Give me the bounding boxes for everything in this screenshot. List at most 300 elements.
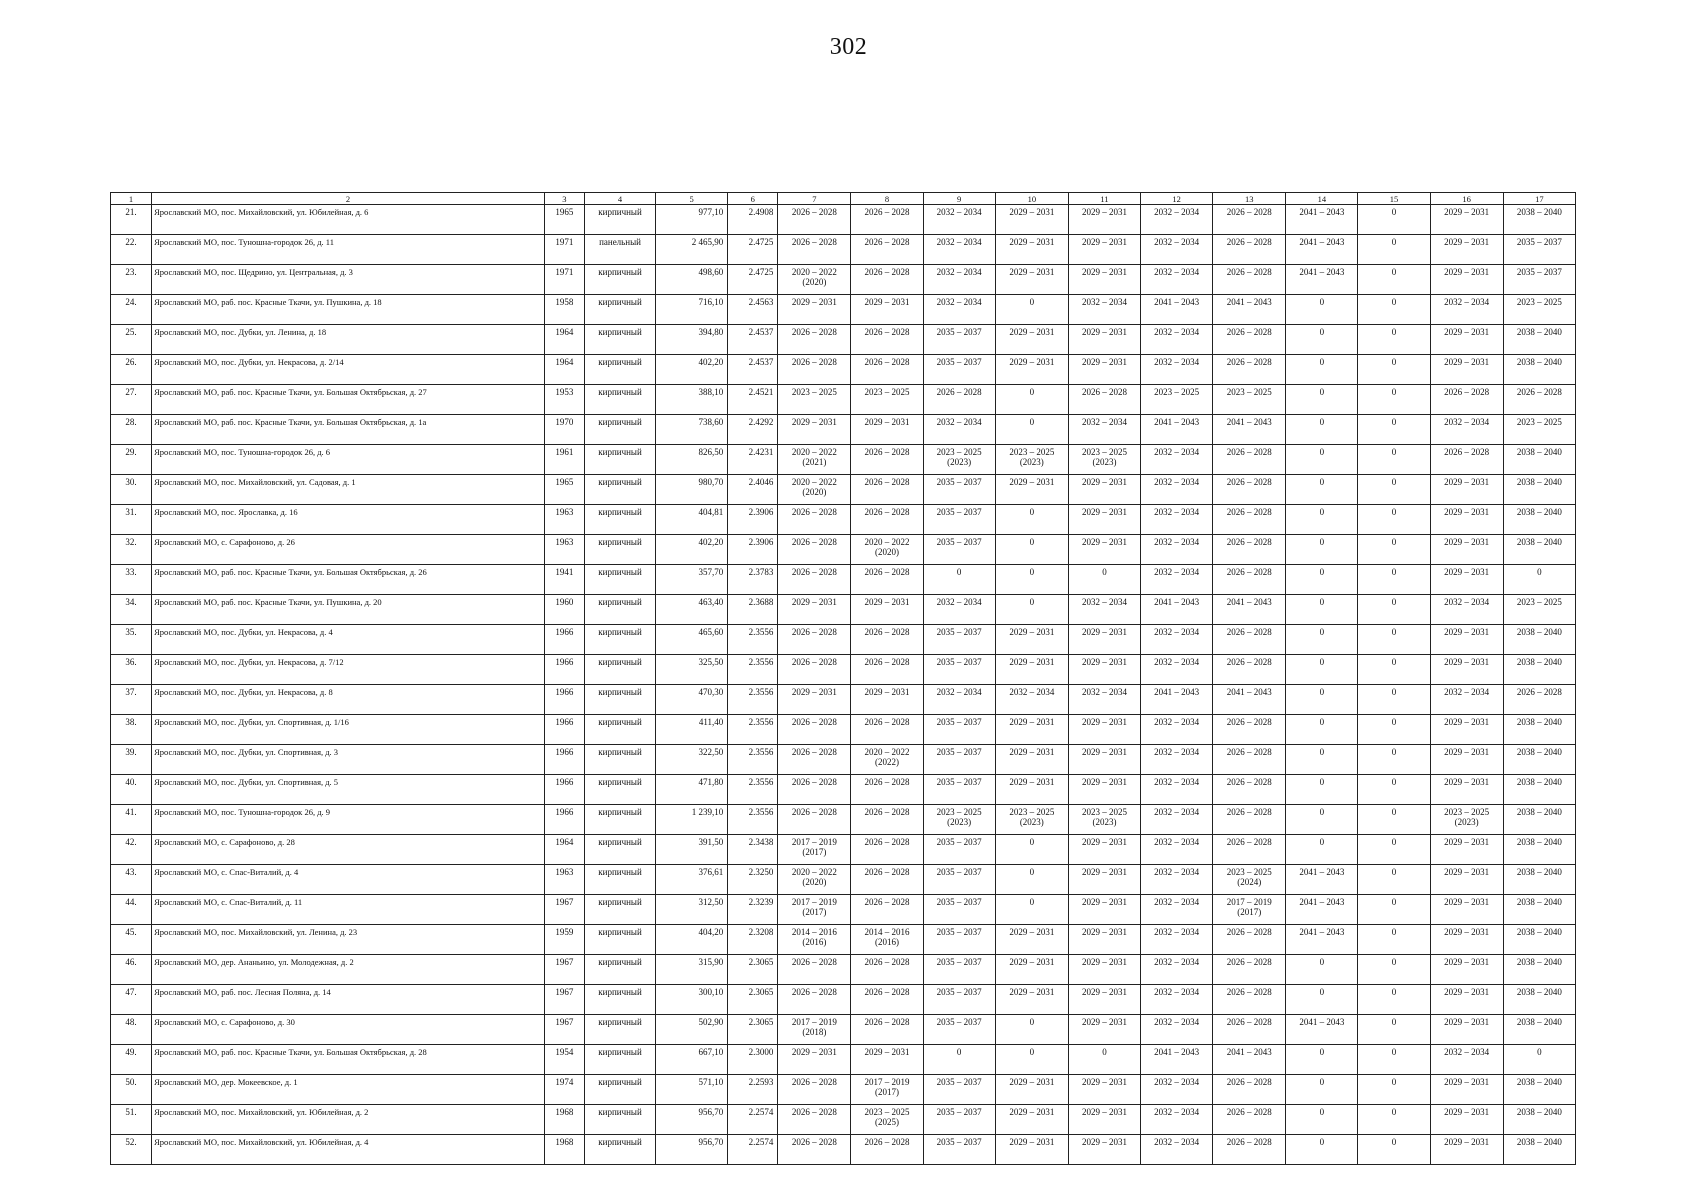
table-cell-col-8: 2020 – 2022 (2020) xyxy=(851,535,923,565)
table-cell-col-14: 2041 – 2043 xyxy=(1286,895,1358,925)
table-cell-col-10: 2029 – 2031 xyxy=(995,1105,1068,1135)
table-cell-col-12: 2032 – 2034 xyxy=(1141,985,1213,1015)
table-cell-col-17: 2023 – 2025 xyxy=(1503,595,1575,625)
table-cell-col-9: 2023 – 2025 (2023) xyxy=(923,805,995,835)
table-cell-col-5: 357,70 xyxy=(656,565,728,595)
table-cell-col-17: 2038 – 2040 xyxy=(1503,535,1575,565)
table-cell-col-13: 2026 – 2028 xyxy=(1213,655,1286,685)
table-cell-col-5: 738,60 xyxy=(656,415,728,445)
table-cell-col-12: 2041 – 2043 xyxy=(1141,1045,1213,1075)
table-cell-col-3: 1964 xyxy=(544,835,584,865)
table-cell-col-6: 2.4292 xyxy=(728,415,778,445)
table-row xyxy=(111,655,1576,685)
table-cell-col-12: 2032 – 2034 xyxy=(1141,835,1213,865)
table-cell-col-7: 2017 – 2019 (2017) xyxy=(778,835,851,865)
table-cell-col-3: 1964 xyxy=(544,355,584,385)
table-cell-col-5: 322,50 xyxy=(656,745,728,775)
table-cell-col-17: 2038 – 2040 xyxy=(1503,1105,1575,1135)
table-cell-col-12: 2032 – 2034 xyxy=(1141,715,1213,745)
table-cell-col-2: Ярославский МО, пос. Михайловский, ул. Юбилейная, д. 4 xyxy=(152,1135,545,1165)
table-cell-col-14: 0 xyxy=(1286,505,1358,535)
column-header-12: 12 xyxy=(1141,193,1213,205)
table-cell-col-4: кирпичный xyxy=(584,475,655,505)
table-cell-col-3: 1967 xyxy=(544,1015,584,1045)
table-cell-col-14: 0 xyxy=(1286,565,1358,595)
table-cell-col-14: 0 xyxy=(1286,655,1358,685)
table-cell-col-13: 2026 – 2028 xyxy=(1213,955,1286,985)
table-cell-col-7: 2017 – 2019 (2017) xyxy=(778,895,851,925)
table-cell-col-5: 402,20 xyxy=(656,355,728,385)
table-cell-col-2: Ярославский МО, с. Спас-Виталий, д. 11 xyxy=(152,895,545,925)
table-cell-col-10: 2023 – 2025 (2023) xyxy=(995,445,1068,475)
table-row xyxy=(111,775,1576,805)
table-cell-col-10: 2029 – 2031 xyxy=(995,655,1068,685)
table-cell-col-13: 2041 – 2043 xyxy=(1213,415,1286,445)
table-cell-col-1: 29. xyxy=(111,445,152,475)
table-cell-col-11: 2029 – 2031 xyxy=(1068,775,1140,805)
table-cell-col-3: 1959 xyxy=(544,925,584,955)
table-cell-col-9: 2035 – 2037 xyxy=(923,475,995,505)
table-cell-col-5: 388,10 xyxy=(656,385,728,415)
table-cell-col-11: 2029 – 2031 xyxy=(1068,745,1140,775)
table-cell-col-7: 2020 – 2022 (2020) xyxy=(778,865,851,895)
table-cell-col-17: 2038 – 2040 xyxy=(1503,955,1575,985)
table-cell-col-9: 2035 – 2037 xyxy=(923,715,995,745)
table-cell-col-2: Ярославский МО, раб. пос. Красные Ткачи, ул. Большая Октябрьская, д. 26 xyxy=(152,565,545,595)
table-cell-col-16: 2029 – 2031 xyxy=(1430,535,1503,565)
table-cell-col-6: 2.4908 xyxy=(728,205,778,235)
table-cell-col-8: 2014 – 2016 (2016) xyxy=(851,925,923,955)
table-cell-col-14: 0 xyxy=(1286,1135,1358,1165)
table-cell-col-9: 2032 – 2034 xyxy=(923,595,995,625)
table-cell-col-2: Ярославский МО, пос. Дубки, ул. Некрасова, д. 2/14 xyxy=(152,355,545,385)
table-cell-col-17: 2038 – 2040 xyxy=(1503,325,1575,355)
table-cell-col-16: 2029 – 2031 xyxy=(1430,745,1503,775)
table-cell-col-14: 0 xyxy=(1286,535,1358,565)
table-cell-col-15: 0 xyxy=(1358,535,1430,565)
table-cell-col-2: Ярославский МО, с. Сарафоново, д. 30 xyxy=(152,1015,545,1045)
table-cell-col-4: кирпичный xyxy=(584,685,655,715)
table-cell-col-8: 2026 – 2028 xyxy=(851,775,923,805)
table-cell-col-16: 2029 – 2031 xyxy=(1430,895,1503,925)
table-cell-col-5: 404,20 xyxy=(656,925,728,955)
table-cell-col-2: Ярославский МО, пос. Щедрино, ул. Центральная, д. 3 xyxy=(152,265,545,295)
table-cell-col-9: 2035 – 2037 xyxy=(923,1015,995,1045)
table-cell-col-17: 2038 – 2040 xyxy=(1503,1135,1575,1165)
table-cell-col-2: Ярославский МО, пос. Дубки, ул. Некрасова, д. 8 xyxy=(152,685,545,715)
table-cell-col-12: 2041 – 2043 xyxy=(1141,595,1213,625)
table-cell-col-7: 2026 – 2028 xyxy=(778,805,851,835)
column-header-10: 10 xyxy=(995,193,1068,205)
table-cell-col-10: 2029 – 2031 xyxy=(995,715,1068,745)
column-header-15: 15 xyxy=(1358,193,1430,205)
table-cell-col-5: 977,10 xyxy=(656,205,728,235)
table-cell-col-15: 0 xyxy=(1358,865,1430,895)
table-cell-col-12: 2032 – 2034 xyxy=(1141,205,1213,235)
table-cell-col-16: 2029 – 2031 xyxy=(1430,955,1503,985)
table-cell-col-15: 0 xyxy=(1358,745,1430,775)
table-cell-col-16: 2029 – 2031 xyxy=(1430,1105,1503,1135)
table-cell-col-7: 2026 – 2028 xyxy=(778,325,851,355)
table-cell-col-2: Ярославский МО, пос. Ярославка, д. 16 xyxy=(152,505,545,535)
table-cell-col-2: Ярославский МО, пос. Туношна-городок 26, д. 9 xyxy=(152,805,545,835)
table-cell-col-15: 0 xyxy=(1358,955,1430,985)
table-cell-col-10: 0 xyxy=(995,895,1068,925)
table-cell-col-7: 2026 – 2028 xyxy=(778,625,851,655)
column-header-17: 17 xyxy=(1503,193,1575,205)
table-cell-col-4: кирпичный xyxy=(584,325,655,355)
table-cell-col-9: 2035 – 2037 xyxy=(923,1105,995,1135)
table-cell-col-7: 2029 – 2031 xyxy=(778,685,851,715)
table-cell-col-14: 0 xyxy=(1286,955,1358,985)
table-cell-col-3: 1966 xyxy=(544,805,584,835)
table-cell-col-3: 1966 xyxy=(544,715,584,745)
table-cell-col-4: кирпичный xyxy=(584,1015,655,1045)
table-cell-col-1: 30. xyxy=(111,475,152,505)
table-cell-col-8: 2026 – 2028 xyxy=(851,205,923,235)
table-cell-col-12: 2032 – 2034 xyxy=(1141,1105,1213,1135)
table-row xyxy=(111,205,1576,235)
table-cell-col-9: 0 xyxy=(923,1045,995,1075)
table-cell-col-16: 2023 – 2025 (2023) xyxy=(1430,805,1503,835)
table-cell-col-11: 0 xyxy=(1068,565,1140,595)
table-row xyxy=(111,895,1576,925)
table-cell-col-10: 2029 – 2031 xyxy=(995,205,1068,235)
table-cell-col-3: 1967 xyxy=(544,985,584,1015)
table-cell-col-2: Ярославский МО, пос. Дубки, ул. Спортивная, д. 1/16 xyxy=(152,715,545,745)
table-cell-col-5: 667,10 xyxy=(656,1045,728,1075)
table-cell-col-7: 2026 – 2028 xyxy=(778,205,851,235)
table-cell-col-4: кирпичный xyxy=(584,1105,655,1135)
table-cell-col-16: 2032 – 2034 xyxy=(1430,415,1503,445)
table-cell-col-17: 2038 – 2040 xyxy=(1503,1015,1575,1045)
table-cell-col-11: 2032 – 2034 xyxy=(1068,595,1140,625)
table-cell-col-15: 0 xyxy=(1358,835,1430,865)
table-cell-col-13: 2026 – 2028 xyxy=(1213,565,1286,595)
table-cell-col-9: 2035 – 2037 xyxy=(923,505,995,535)
table-cell-col-1: 39. xyxy=(111,745,152,775)
table-cell-col-17: 2038 – 2040 xyxy=(1503,895,1575,925)
column-header-1: 1 xyxy=(111,193,152,205)
table-cell-col-10: 2029 – 2031 xyxy=(995,625,1068,655)
table-cell-col-9: 2035 – 2037 xyxy=(923,925,995,955)
table-cell-col-14: 0 xyxy=(1286,415,1358,445)
table-cell-col-3: 1966 xyxy=(544,655,584,685)
table-cell-col-7: 2029 – 2031 xyxy=(778,295,851,325)
table-cell-col-8: 2026 – 2028 xyxy=(851,625,923,655)
table-cell-col-5: 980,70 xyxy=(656,475,728,505)
header-row xyxy=(111,193,1576,205)
table-cell-col-5: 956,70 xyxy=(656,1105,728,1135)
table-row xyxy=(111,415,1576,445)
table-cell-col-6: 2.4725 xyxy=(728,265,778,295)
table-cell-col-4: кирпичный xyxy=(584,775,655,805)
table-cell-col-3: 1961 xyxy=(544,445,584,475)
table-cell-col-14: 0 xyxy=(1286,775,1358,805)
table-cell-col-9: 2032 – 2034 xyxy=(923,295,995,325)
table-cell-col-11: 2029 – 2031 xyxy=(1068,265,1140,295)
table-cell-col-13: 2026 – 2028 xyxy=(1213,745,1286,775)
table-cell-col-13: 2026 – 2028 xyxy=(1213,925,1286,955)
table-row xyxy=(111,565,1576,595)
table-cell-col-5: 325,50 xyxy=(656,655,728,685)
table-cell-col-6: 2.3556 xyxy=(728,745,778,775)
table-cell-col-13: 2023 – 2025 (2024) xyxy=(1213,865,1286,895)
table-cell-col-16: 2026 – 2028 xyxy=(1430,385,1503,415)
table-cell-col-3: 1965 xyxy=(544,205,584,235)
table-cell-col-1: 22. xyxy=(111,235,152,265)
column-header-4: 4 xyxy=(584,193,655,205)
table-row xyxy=(111,1075,1576,1105)
table-cell-col-10: 0 xyxy=(995,595,1068,625)
table-cell-col-14: 0 xyxy=(1286,595,1358,625)
table-cell-col-8: 2029 – 2031 xyxy=(851,415,923,445)
table-cell-col-13: 2026 – 2028 xyxy=(1213,535,1286,565)
table-cell-col-6: 2.4231 xyxy=(728,445,778,475)
table-cell-col-13: 2026 – 2028 xyxy=(1213,715,1286,745)
table-cell-col-15: 0 xyxy=(1358,1045,1430,1075)
table-cell-col-13: 2026 – 2028 xyxy=(1213,355,1286,385)
table-cell-col-7: 2029 – 2031 xyxy=(778,595,851,625)
table-cell-col-8: 2026 – 2028 xyxy=(851,235,923,265)
table-cell-col-9: 2035 – 2037 xyxy=(923,895,995,925)
table-cell-col-14: 0 xyxy=(1286,625,1358,655)
table-cell-col-17: 2038 – 2040 xyxy=(1503,985,1575,1015)
table-cell-col-3: 1968 xyxy=(544,1135,584,1165)
table-cell-col-5: 463,40 xyxy=(656,595,728,625)
table-cell-col-4: кирпичный xyxy=(584,955,655,985)
table-cell-col-9: 2035 – 2037 xyxy=(923,835,995,865)
table-cell-col-15: 0 xyxy=(1358,355,1430,385)
table-cell-col-10: 2029 – 2031 xyxy=(995,745,1068,775)
table-cell-col-9: 2023 – 2025 (2023) xyxy=(923,445,995,475)
table-cell-col-2: Ярославский МО, дер. Мокеевское, д. 1 xyxy=(152,1075,545,1105)
table-cell-col-16: 2032 – 2034 xyxy=(1430,595,1503,625)
table-cell-col-2: Ярославский МО, пос. Дубки, ул. Некрасова, д. 7/12 xyxy=(152,655,545,685)
table-cell-col-3: 1966 xyxy=(544,685,584,715)
table-cell-col-11: 2029 – 2031 xyxy=(1068,1105,1140,1135)
table-cell-col-2: Ярославский МО, раб. пос. Лесная Поляна, д. 14 xyxy=(152,985,545,1015)
table-cell-col-3: 1963 xyxy=(544,505,584,535)
table-cell-col-13: 2026 – 2028 xyxy=(1213,835,1286,865)
table-cell-col-6: 2.2574 xyxy=(728,1135,778,1165)
table-cell-col-7: 2026 – 2028 xyxy=(778,355,851,385)
table-cell-col-5: 716,10 xyxy=(656,295,728,325)
table-cell-col-11: 2023 – 2025 (2023) xyxy=(1068,445,1140,475)
table-cell-col-8: 2029 – 2031 xyxy=(851,295,923,325)
table-cell-col-8: 2026 – 2028 xyxy=(851,445,923,475)
table-cell-col-9: 2026 – 2028 xyxy=(923,385,995,415)
table-cell-col-7: 2026 – 2028 xyxy=(778,955,851,985)
table-cell-col-3: 1967 xyxy=(544,955,584,985)
table-cell-col-7: 2026 – 2028 xyxy=(778,1105,851,1135)
table-cell-col-2: Ярославский МО, пос. Дубки, ул. Спортивная, д. 5 xyxy=(152,775,545,805)
table-cell-col-5: 498,60 xyxy=(656,265,728,295)
table-cell-col-1: 51. xyxy=(111,1105,152,1135)
table-header xyxy=(111,193,1576,205)
table-cell-col-9: 2035 – 2037 xyxy=(923,985,995,1015)
table-cell-col-12: 2032 – 2034 xyxy=(1141,925,1213,955)
table-cell-col-11: 2029 – 2031 xyxy=(1068,865,1140,895)
table-cell-col-16: 2029 – 2031 xyxy=(1430,235,1503,265)
table-cell-col-1: 27. xyxy=(111,385,152,415)
table-cell-col-13: 2026 – 2028 xyxy=(1213,805,1286,835)
table-cell-col-8: 2029 – 2031 xyxy=(851,595,923,625)
table-cell-col-17: 2038 – 2040 xyxy=(1503,865,1575,895)
table-cell-col-12: 2032 – 2034 xyxy=(1141,445,1213,475)
table-cell-col-8: 2017 – 2019 (2017) xyxy=(851,1075,923,1105)
table-cell-col-12: 2032 – 2034 xyxy=(1141,805,1213,835)
table-row xyxy=(111,475,1576,505)
table-cell-col-16: 2032 – 2034 xyxy=(1430,1045,1503,1075)
table-cell-col-15: 0 xyxy=(1358,205,1430,235)
table-cell-col-9: 2035 – 2037 xyxy=(923,1075,995,1105)
table-cell-col-16: 2029 – 2031 xyxy=(1430,355,1503,385)
table-cell-col-16: 2029 – 2031 xyxy=(1430,475,1503,505)
table-row xyxy=(111,925,1576,955)
table-cell-col-6: 2.3688 xyxy=(728,595,778,625)
table-cell-col-1: 31. xyxy=(111,505,152,535)
table-cell-col-15: 0 xyxy=(1358,625,1430,655)
table-cell-col-14: 0 xyxy=(1286,715,1358,745)
table-cell-col-5: 376,61 xyxy=(656,865,728,895)
table-cell-col-17: 2035 – 2037 xyxy=(1503,235,1575,265)
table-cell-col-9: 2035 – 2037 xyxy=(923,535,995,565)
table-cell-col-7: 2026 – 2028 xyxy=(778,535,851,565)
table-cell-col-15: 0 xyxy=(1358,475,1430,505)
table-cell-col-6: 2.4537 xyxy=(728,325,778,355)
table-cell-col-3: 1953 xyxy=(544,385,584,415)
table-cell-col-13: 2026 – 2028 xyxy=(1213,1105,1286,1135)
table-cell-col-5: 312,50 xyxy=(656,895,728,925)
table-cell-col-13: 2026 – 2028 xyxy=(1213,1135,1286,1165)
table-cell-col-3: 1966 xyxy=(544,745,584,775)
table-cell-col-1: 26. xyxy=(111,355,152,385)
table-cell-col-14: 0 xyxy=(1286,385,1358,415)
table-cell-col-13: 2026 – 2028 xyxy=(1213,1075,1286,1105)
table-cell-col-15: 0 xyxy=(1358,1075,1430,1105)
table-cell-col-5: 394,80 xyxy=(656,325,728,355)
table-cell-col-4: кирпичный xyxy=(584,835,655,865)
table-cell-col-6: 2.4521 xyxy=(728,385,778,415)
table-cell-col-1: 43. xyxy=(111,865,152,895)
table-row xyxy=(111,595,1576,625)
table-cell-col-5: 391,50 xyxy=(656,835,728,865)
table-cell-col-9: 2035 – 2037 xyxy=(923,745,995,775)
table-cell-col-2: Ярославский МО, с. Спас-Виталий, д. 4 xyxy=(152,865,545,895)
table-cell-col-8: 2026 – 2028 xyxy=(851,805,923,835)
table-cell-col-6: 2.2593 xyxy=(728,1075,778,1105)
table-cell-col-9: 2035 – 2037 xyxy=(923,775,995,805)
table-cell-col-17: 2038 – 2040 xyxy=(1503,475,1575,505)
table-cell-col-2: Ярославский МО, раб. пос. Красные Ткачи, ул. Большая Октябрьская, д. 28 xyxy=(152,1045,545,1075)
table-cell-col-15: 0 xyxy=(1358,595,1430,625)
table-cell-col-14: 0 xyxy=(1286,445,1358,475)
table-cell-col-8: 2026 – 2028 xyxy=(851,865,923,895)
table-cell-col-3: 1963 xyxy=(544,865,584,895)
table-cell-col-8: 2026 – 2028 xyxy=(851,355,923,385)
table-cell-col-12: 2032 – 2034 xyxy=(1141,895,1213,925)
table-cell-col-6: 2.3556 xyxy=(728,805,778,835)
table-cell-col-15: 0 xyxy=(1358,1015,1430,1045)
table-cell-col-13: 2041 – 2043 xyxy=(1213,295,1286,325)
table-cell-col-3: 1966 xyxy=(544,775,584,805)
table-cell-col-11: 2026 – 2028 xyxy=(1068,385,1140,415)
table-row xyxy=(111,625,1576,655)
table-cell-col-7: 2026 – 2028 xyxy=(778,715,851,745)
table-cell-col-2: Ярославский МО, пос. Михайловский, ул. Юбилейная, д. 6 xyxy=(152,205,545,235)
table-cell-col-5: 465,60 xyxy=(656,625,728,655)
column-header-3: 3 xyxy=(544,193,584,205)
table-cell-col-17: 2038 – 2040 xyxy=(1503,715,1575,745)
table-cell-col-16: 2029 – 2031 xyxy=(1430,655,1503,685)
table-cell-col-15: 0 xyxy=(1358,925,1430,955)
table-cell-col-11: 2029 – 2031 xyxy=(1068,1135,1140,1165)
column-header-16: 16 xyxy=(1430,193,1503,205)
table-cell-col-5: 571,10 xyxy=(656,1075,728,1105)
table-cell-col-1: 49. xyxy=(111,1045,152,1075)
table-cell-col-12: 2032 – 2034 xyxy=(1141,535,1213,565)
table-cell-col-5: 315,90 xyxy=(656,955,728,985)
table-cell-col-3: 1974 xyxy=(544,1075,584,1105)
table-row xyxy=(111,685,1576,715)
table-cell-col-14: 2041 – 2043 xyxy=(1286,235,1358,265)
table-cell-col-11: 2029 – 2031 xyxy=(1068,475,1140,505)
table-cell-col-4: кирпичный xyxy=(584,655,655,685)
table-cell-col-6: 2.3065 xyxy=(728,985,778,1015)
table-cell-col-2: Ярославский МО, пос. Дубки, ул. Ленина, д. 18 xyxy=(152,325,545,355)
table-cell-col-17: 0 xyxy=(1503,1045,1575,1075)
table-cell-col-5: 471,80 xyxy=(656,775,728,805)
table-cell-col-17: 2038 – 2040 xyxy=(1503,445,1575,475)
table-cell-col-6: 2.4537 xyxy=(728,355,778,385)
table-cell-col-7: 2026 – 2028 xyxy=(778,565,851,595)
table-cell-col-6: 2.3065 xyxy=(728,1015,778,1045)
table-cell-col-3: 1968 xyxy=(544,1105,584,1135)
table-cell-col-12: 2032 – 2034 xyxy=(1141,775,1213,805)
table-cell-col-1: 28. xyxy=(111,415,152,445)
table-cell-col-4: кирпичный xyxy=(584,205,655,235)
table-cell-col-6: 2.3239 xyxy=(728,895,778,925)
table-cell-col-15: 0 xyxy=(1358,235,1430,265)
table-row xyxy=(111,715,1576,745)
table-cell-col-14: 2041 – 2043 xyxy=(1286,265,1358,295)
table-cell-col-3: 1970 xyxy=(544,415,584,445)
table-cell-col-13: 2026 – 2028 xyxy=(1213,1015,1286,1045)
table-cell-col-16: 2029 – 2031 xyxy=(1430,325,1503,355)
table-cell-col-7: 2020 – 2022 (2021) xyxy=(778,445,851,475)
table-cell-col-13: 2026 – 2028 xyxy=(1213,325,1286,355)
table-cell-col-11: 2032 – 2034 xyxy=(1068,295,1140,325)
table-cell-col-7: 2026 – 2028 xyxy=(778,745,851,775)
table-cell-col-15: 0 xyxy=(1358,985,1430,1015)
table-cell-col-12: 2032 – 2034 xyxy=(1141,625,1213,655)
table-cell-col-13: 2041 – 2043 xyxy=(1213,1045,1286,1075)
table-cell-col-1: 24. xyxy=(111,295,152,325)
table-cell-col-1: 25. xyxy=(111,325,152,355)
table-cell-col-7: 2026 – 2028 xyxy=(778,1075,851,1105)
table-cell-col-17: 2038 – 2040 xyxy=(1503,505,1575,535)
table-cell-col-4: кирпичный xyxy=(584,895,655,925)
table-cell-col-12: 2023 – 2025 xyxy=(1141,385,1213,415)
table-cell-col-3: 1941 xyxy=(544,565,584,595)
table-cell-col-8: 2026 – 2028 xyxy=(851,505,923,535)
housing-repair-table-container xyxy=(110,192,1576,1165)
table-cell-col-10: 0 xyxy=(995,415,1068,445)
table-row xyxy=(111,535,1576,565)
table-cell-col-12: 2032 – 2034 xyxy=(1141,355,1213,385)
table-cell-col-1: 48. xyxy=(111,1015,152,1045)
